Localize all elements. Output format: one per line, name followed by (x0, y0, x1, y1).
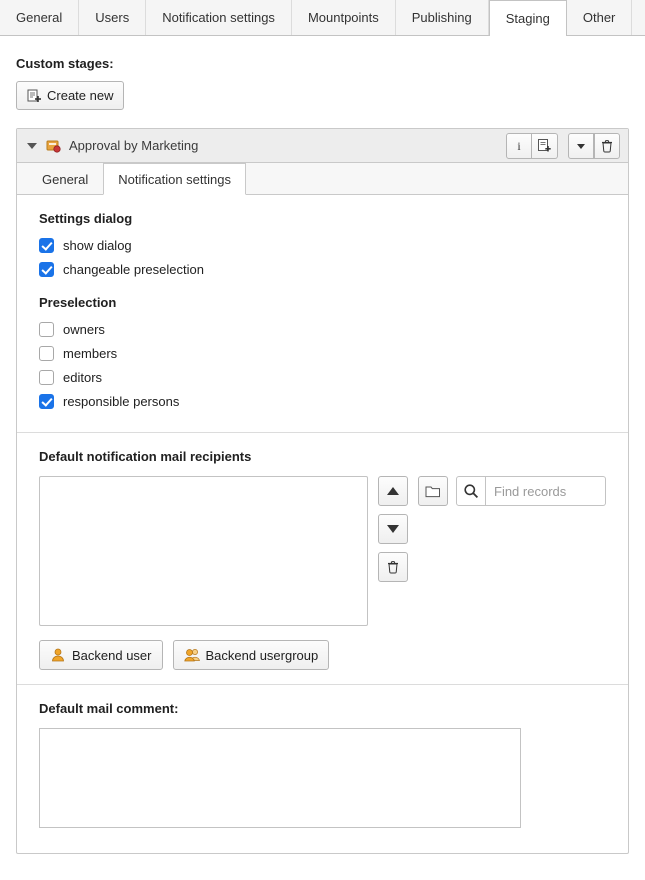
backend-usergroup-label: Backend usergroup (205, 647, 319, 663)
backend-user-icon (50, 647, 66, 663)
recipients-search-block (418, 476, 606, 506)
browse-records-button[interactable] (418, 476, 448, 506)
move-up-button[interactable] (378, 476, 408, 506)
checkbox-row-show-dialog[interactable] (39, 238, 606, 253)
owners-label: owners (63, 322, 105, 337)
show-dialog-label: show dialog (63, 238, 132, 253)
stage-panel (16, 128, 629, 854)
search-button[interactable] (456, 476, 486, 506)
tab-mountpoints[interactable]: Mountpoints (292, 0, 396, 35)
staging-panel-content (0, 36, 645, 854)
tab-users[interactable]: Users (79, 0, 146, 35)
settings-dialog-fieldset (17, 195, 628, 432)
create-new-button[interactable] (16, 81, 124, 110)
main-tabbar (0, 0, 645, 36)
checkbox-row-owners[interactable] (39, 322, 606, 337)
recipients-title: Default notification mail recipients (39, 449, 252, 464)
settings-dialog-title: Settings dialog (39, 211, 133, 226)
recipients-fieldset (17, 432, 628, 684)
recipients-selector-row (39, 476, 606, 626)
remove-record-button[interactable] (378, 552, 408, 582)
members-label: members (63, 346, 118, 361)
preselection-title: Preselection (39, 295, 117, 310)
checkbox-row-responsible-persons[interactable] (39, 394, 606, 409)
add-backend-usergroup-button[interactable] (173, 640, 330, 670)
recipients-listbox[interactable] (39, 476, 368, 626)
mail-comment-title: Default mail comment: (39, 701, 179, 716)
members-checkbox[interactable] (39, 346, 54, 361)
stage-info-group (506, 133, 558, 159)
stage-panel-actions (506, 133, 620, 159)
checkbox-row-members[interactable] (39, 346, 606, 361)
custom-stages-title: Custom stages: (16, 56, 114, 71)
stage-panel-body (17, 195, 628, 853)
stage-panel-title: Approval by Marketing (69, 138, 199, 153)
show-dialog-checkbox[interactable] (39, 238, 54, 253)
triangle-up-icon (387, 487, 399, 495)
add-backend-user-button[interactable] (39, 640, 163, 670)
stage-panel-header[interactable] (17, 129, 628, 163)
move-down-button[interactable] (378, 514, 408, 544)
create-new-label: Create new (47, 88, 114, 103)
svg-text:i: i (517, 138, 521, 153)
collapse-button[interactable] (568, 133, 594, 159)
folder-icon (425, 484, 441, 498)
tab-other[interactable]: Other (567, 0, 633, 35)
new-record-button[interactable] (532, 133, 558, 159)
find-records-wrapper (456, 476, 606, 506)
info-button[interactable] (506, 133, 532, 159)
stage-record-icon (45, 138, 61, 154)
search-icon (463, 483, 479, 499)
stage-panel-control-group (568, 133, 620, 159)
recipients-side-controls (378, 476, 408, 582)
find-records-input[interactable] (486, 476, 606, 506)
changeable-preselection-label: changeable preselection (63, 262, 204, 277)
recipients-search-row (418, 476, 606, 506)
triangle-down-icon (387, 525, 399, 533)
backend-usergroup-icon (184, 647, 200, 663)
tab-notification-settings[interactable]: Notification settings (146, 0, 292, 35)
changeable-preselection-checkbox[interactable] (39, 262, 54, 277)
stage-inner-tabbar (17, 163, 628, 195)
inner-tab-general[interactable]: General (42, 172, 89, 187)
tab-general[interactable]: General (0, 0, 79, 35)
responsible-persons-label: responsible persons (63, 394, 180, 409)
inner-tab-notification-settings[interactable]: Notification settings (103, 163, 246, 195)
checkbox-row-editors[interactable] (39, 370, 606, 385)
checkbox-row-changeable-preselection[interactable] (39, 262, 606, 277)
mail-comment-textarea[interactable] (39, 728, 521, 828)
trash-icon (386, 560, 400, 574)
backend-user-label: Backend user (72, 647, 152, 663)
delete-button[interactable] (594, 133, 620, 159)
mail-comment-fieldset (17, 684, 628, 853)
tab-staging[interactable]: Staging (489, 0, 567, 36)
responsible-persons-checkbox[interactable] (39, 394, 54, 409)
editors-checkbox[interactable] (39, 370, 54, 385)
owners-checkbox[interactable] (39, 322, 54, 337)
chevron-down-icon[interactable] (27, 143, 37, 149)
recipients-add-buttons (39, 640, 606, 670)
editors-label: editors (63, 370, 103, 385)
tab-publishing[interactable]: Publishing (396, 0, 489, 35)
create-new-icon (27, 89, 41, 103)
